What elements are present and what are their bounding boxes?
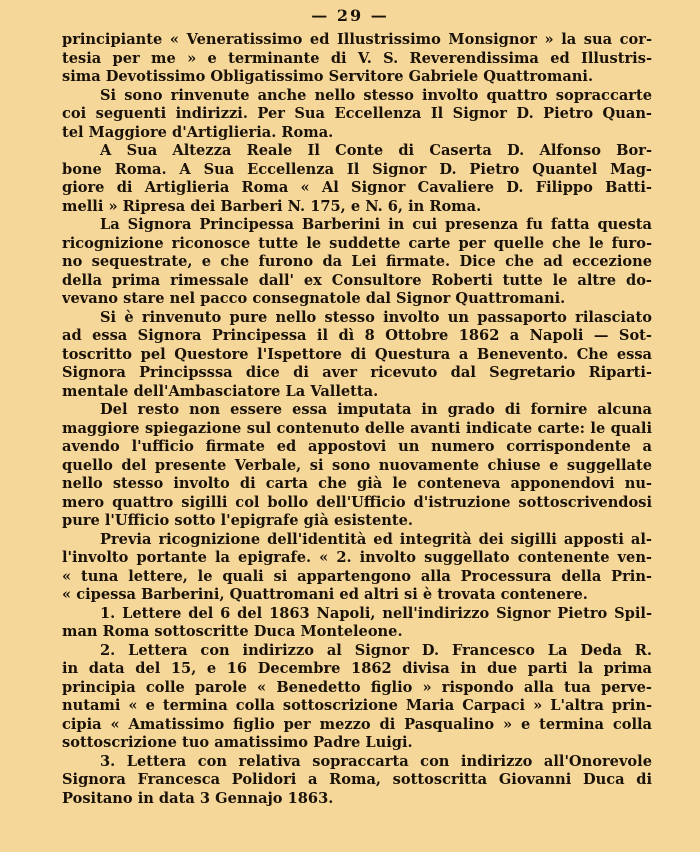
text-line: quello del presente Verbale, si sono nuovamente chiuse e suggellate (62, 456, 652, 474)
text-line: coi seguenti indirizzi. Per Sua Eccellenza Il Signor D. Pietro Quan- (62, 105, 652, 122)
text-line: Si è rinvenuto pure nello stesso involto un passaporto rilasciato (100, 308, 652, 326)
text-line: Signora Principsssa dice di aver ricevuto dal Segretario Riparti- (62, 364, 652, 381)
text-line: giore di Artiglieria Roma « Al Signor Cavaliere D. Filippo Batti- (62, 179, 652, 196)
text-line: nello stesso involto di carta che già le conteneva apponendovi nu- (62, 475, 652, 492)
text-line: pure l'Ufficio sotto l'epigrafe già esistente. (62, 512, 413, 529)
text-line: 2. Lettera con indirizzo al Signor D. Francesco La Deda R. (100, 641, 652, 659)
text-line: principiante « Veneratissimo ed Illustrissimo Monsignor » la sua cor- (62, 31, 652, 48)
text-line: 1. Lettere del 6 del 1863 Napoli, nell'indirizzo Signor Pietro Spil- (100, 604, 652, 622)
text-line: melli » Ripresa dei Barberi N. 175, e N. 6, in Roma. (62, 197, 482, 215)
text-line: ricognizione riconosce tutte le suddette carte per quelle che le furo- (62, 234, 652, 252)
text-line: mero quattro sigilli col bollo dell'Ufficio d'istruzione sottoscrivendosi (62, 493, 652, 511)
text-line: toscritto pel Questore l'Ispettore di Questura a Benevento. Che essa (62, 345, 652, 363)
text-line: sottoscrizione tuo amatissimo Padre Luigi. (62, 734, 413, 751)
text-line: maggiore spiegazione sul contenuto delle avanti indicate carte: le quali (62, 419, 652, 437)
text-line: in data del 15, e 16 Decembre 1862 divisa in due parti la prima (62, 660, 652, 677)
text-line: principia colle parole « Benedetto figlio » rispondo alla tua perve- (62, 678, 652, 696)
text-line: « cipessa Barberini, Quattromani ed altri si è trovata contenere. (62, 586, 588, 603)
body-text (62, 31, 652, 808)
text-line: Del resto non essere essa imputata in grado di fornire alcuna (100, 401, 652, 418)
text-line: mentale dell'Ambasciatore La Valletta. (62, 382, 379, 400)
text-line: tel Maggiore d'Artiglieria. Roma. (62, 123, 334, 141)
text-line: della prima rimessale dall' ex Consultore Roberti tutte le altre do- (62, 271, 652, 289)
text-line: no sequestrate, e che furono da Lei firmate. Dice che ad eccezione (62, 253, 652, 270)
text-line: man Roma sottoscritte Duca Monteleone. (62, 623, 403, 640)
text-line: cipia « Amatissimo figlio per mezzo di Pasqualino » e termina colla (62, 715, 652, 733)
text-line: avendo l'ufficio firmate ed appostovi un numero corrispondente a (62, 438, 652, 455)
text-line: « tuna lettere, le quali si appartengono alla Processura della Prin- (62, 567, 652, 585)
text-line: Positano in data 3 Gennajo 1863. (62, 789, 334, 807)
text-line: vevano stare nel pacco consegnatole dal Signor Quattromani. (62, 290, 566, 307)
text-line: La Signora Principessa Barberini in cui presenza fu fatta questa (100, 216, 652, 233)
text-line: Si sono rinvenute anche nello stesso involto quattro sopraccarte (100, 86, 652, 104)
text-line: Previa ricognizione dell'identità ed integrità dei sigilli apposti al- (100, 530, 652, 548)
text-line: ad essa Signora Principessa il dì 8 Ottobre 1862 a Napoli — Sot- (62, 327, 652, 344)
page-number: — 29 — (311, 6, 389, 25)
text-line: A Sua Altezza Reale Il Conte di Caserta D. Alfonso Bor- (100, 142, 652, 159)
text-line: bone Roma. A Sua Eccellenza Il Signor D. Pietro Quantel Mag- (62, 160, 652, 178)
text-line: nutami « e termina colla sottoscrizione Maria Carpaci » L'altra prin- (62, 697, 652, 714)
text-line: 3. Lettera con relativa sopraccarta con indirizzo all'Onorevole (100, 752, 652, 770)
text-line: tesia per me » e terminante di V. S. Reverendissima ed Illustris- (62, 49, 652, 67)
text-line: sima Devotissimo Obligatissimo Servitore Gabriele Quattromani. (62, 68, 594, 85)
text-line: l'involto portante la epigrafe. « 2. involto suggellato contenente ven- (62, 549, 652, 566)
text-line: Signora Francesca Polidori a Roma, sottoscritta Giovanni Duca di (62, 771, 652, 788)
